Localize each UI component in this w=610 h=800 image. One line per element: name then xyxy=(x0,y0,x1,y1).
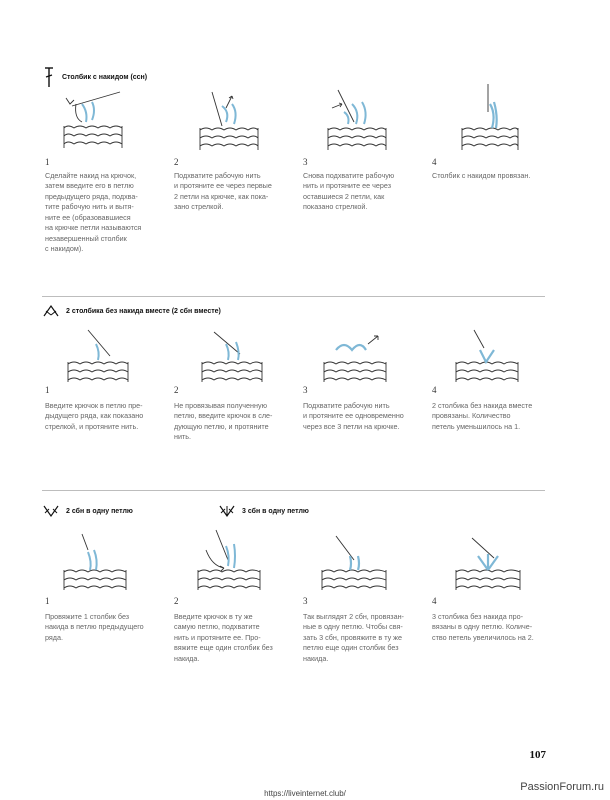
step-text: 3 столбика без накида про- вязаны в одну петлю. Количе- ство петель увеличилось на 2. xyxy=(432,612,534,642)
step-text: Не провязывая полученную петлю, введите крючок в сле- дующую петлю, и протяните нить. xyxy=(174,401,273,442)
section-1-title xyxy=(42,66,147,88)
step-text: Снова подхватите рабочую нить и протяните ее через оставшиеся 2 петли, как показано стрелкой. xyxy=(303,171,395,212)
section-3-title-2-text: 3 сбн в одну петлю xyxy=(242,507,309,515)
step-number: 1 xyxy=(45,157,50,167)
step-number: 1 xyxy=(45,385,50,395)
double-crochet-symbol-icon xyxy=(42,66,56,88)
sc-triple-increase-symbol-icon xyxy=(218,504,236,518)
watermark: PassionForum.ru xyxy=(520,781,604,793)
step-illustration xyxy=(58,88,128,152)
step-number: 4 xyxy=(432,596,437,606)
step-number: 3 xyxy=(303,385,308,395)
step-number: 4 xyxy=(432,157,437,167)
step-illustration xyxy=(66,326,130,384)
step-text: 2 столбика без накида вместе провязаны. Количество петель уменьшилось на 1. xyxy=(432,401,533,431)
step-text: Сделайте накид на крючок, затем введите его в петлю предыдущего ряда, подхва- тите рабочую нить и вытя- ните ее (образовавшиеся на крючке петли называются незавершенный столбик с накидом). xyxy=(45,171,142,254)
step-illustration xyxy=(322,330,388,384)
step-text: Подхватите рабочую нить и протяните ее одновременно через все 3 петли на крючке. xyxy=(303,401,404,431)
step-number: 3 xyxy=(303,596,308,606)
sc-increase-symbol-icon xyxy=(42,504,60,518)
step-text: Введите крючок в петлю пре- дыдущего ряда, как показано стрелкой, и протяните нить. xyxy=(45,401,144,431)
step-number: 1 xyxy=(45,596,50,606)
step-text: Введите крючок в ту же самую петлю, подхватите нить и протяните ее. Про- вяжите еще один столбик без накида. xyxy=(174,612,273,663)
page-number: 107 xyxy=(529,749,546,761)
section-divider xyxy=(42,296,545,297)
step-text: Провяжите 1 столбик без накида в петлю предыдущего ряда. xyxy=(45,612,144,642)
step-illustration xyxy=(458,82,520,152)
step-number: 3 xyxy=(303,157,308,167)
step-illustration xyxy=(454,534,522,592)
section-3-title xyxy=(42,504,133,518)
step-number: 2 xyxy=(174,157,179,167)
section-3-title-text: 2 сбн в одну петлю xyxy=(66,507,133,515)
step-number: 2 xyxy=(174,385,179,395)
section-2-title xyxy=(42,304,221,318)
step-number: 4 xyxy=(432,385,437,395)
step-illustration xyxy=(196,86,262,152)
section-2-title-text: 2 столбика без накида вместе (2 сбн вместе) xyxy=(66,307,221,315)
section-divider xyxy=(42,490,545,491)
step-text: Подхватите рабочую нить и протяните ее через первые 2 петли на крючке, как пока- зано стрелкой. xyxy=(174,171,272,212)
step-illustration xyxy=(62,530,128,592)
footer-url[interactable]: https://liveinternet.club/ xyxy=(264,789,346,798)
step-illustration xyxy=(454,326,520,384)
step-number: 2 xyxy=(174,596,179,606)
step-illustration xyxy=(324,86,390,152)
step-text: Так выглядят 2 сбн, провязан- ные в одну петлю. Чтобы свя- зать 3 сбн, провяжите в ту же петлю еще один столбик без накида. xyxy=(303,612,404,663)
section-3-title-2 xyxy=(218,504,309,518)
step-illustration xyxy=(320,534,388,592)
sc2tog-symbol-icon xyxy=(42,304,60,318)
step-text: Столбик с накидом провязан. xyxy=(432,171,531,180)
step-illustration xyxy=(200,326,264,384)
section-1-title-text: Столбик с накидом (ссн) xyxy=(62,73,148,81)
step-illustration xyxy=(196,526,262,592)
